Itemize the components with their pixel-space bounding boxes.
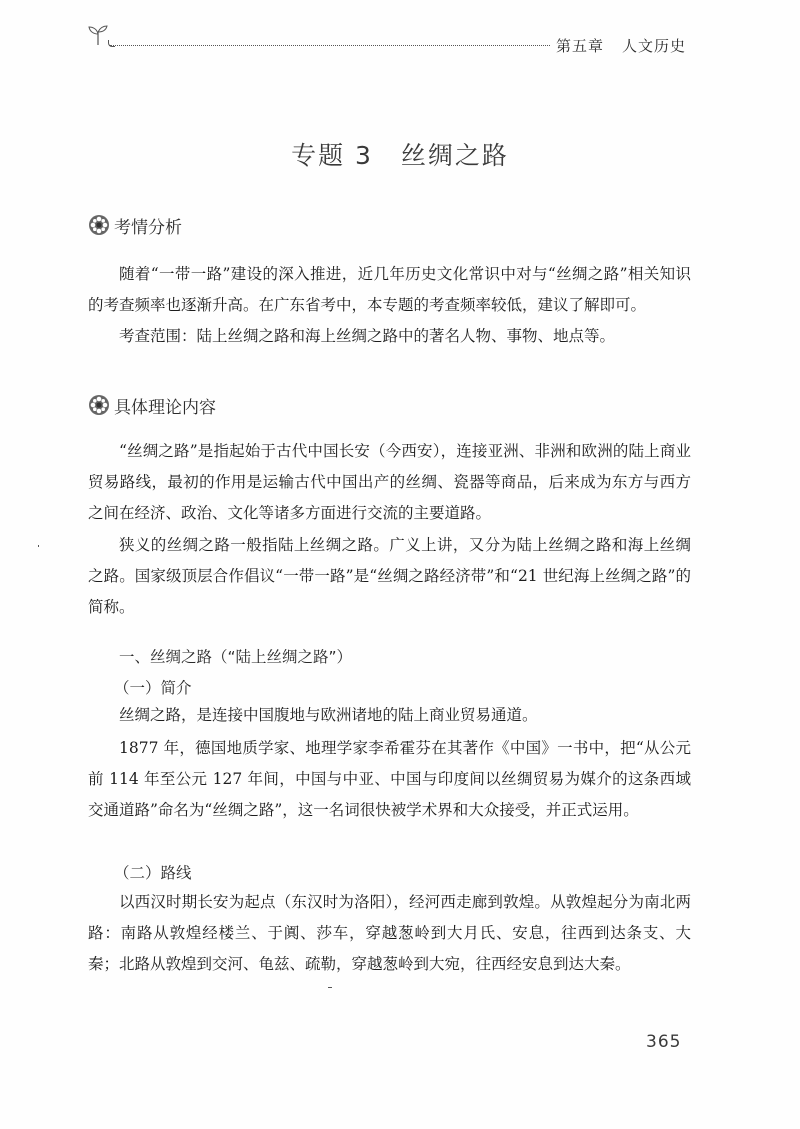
theory-paragraph-2: 狭义的丝绸之路一般指陆上丝绸之路。广义上讲，又分为陆上丝绸之路和海上丝绸之路。国家级顶层合作倡议“一带一路”是“丝绸之路经济带”和“21 世纪海上丝绸之路”的简称。 xyxy=(88,536,691,616)
intro-paragraph-2: 1877 年，德国地质学家、地理学家李希霍芬在其著作《中国》一书中，把“从公元前 114 年至公元 127 年间，中国与中亚、中国与印度间以丝绸贸易为媒介的这条西域交通道路”命名为“丝绸之路”，这一名词很快被学术界和大众接受，并正式运用。 xyxy=(88,739,691,819)
sprout-icon xyxy=(88,24,108,46)
header-rule xyxy=(110,45,550,46)
section-heading-analysis xyxy=(88,213,182,237)
section-heading-theory xyxy=(88,393,216,417)
section-heading-text: 考情分析 xyxy=(114,217,182,238)
topic-label: 专题 3 xyxy=(291,141,373,170)
page-title xyxy=(0,136,800,172)
route-paragraph-1: 以西汉时期长安为起点（东汉时为洛阳），经河西走廊到敦煌。从敦煌起分为南北两路：南路从敦煌经楼兰、于阗、莎车，穿越葱岭到大月氏、安息，往西到达条支、大秦；北路从敦煌到交河、龟兹、疏勒，穿越葱岭到大宛，往西经安息到达大秦。 xyxy=(88,893,691,973)
chapter-label: 第五章 xyxy=(556,37,605,55)
theory-paragraph-1: “丝绸之路”是指起始于古代中国长安（今西安），连接亚洲、非洲和欧洲的陆上商业贸易路线，最初的作用是运输古代中国出产的丝绸、瓷器等商品，后来成为东方与西方之间在经济、政治、文化等诸多方面进行交流的主要道路。 xyxy=(88,442,691,522)
page-number: 365 xyxy=(646,1032,682,1052)
flower-bullet-icon xyxy=(88,214,110,236)
part-heading-land-silk-road: 一、丝绸之路（“陆上丝绸之路”） xyxy=(119,648,353,666)
section-heading-text: 具体理论内容 xyxy=(114,397,216,418)
analysis-paragraph-2: 考查范围：陆上丝绸之路和海上丝绸之路中的著名人物、事物、地点等。 xyxy=(119,327,616,345)
subheading-intro: （一）简介 xyxy=(114,679,192,697)
chapter-title: 人文历史 xyxy=(622,37,687,55)
subheading-route: （二）路线 xyxy=(114,864,192,882)
running-header xyxy=(556,35,686,56)
analysis-paragraph-1: 随着“一带一路”建设的深入推进，近几年历史文化常识中对与“丝绸之路”相关知识的考查频率也逐渐升高。在广东省考中，本专题的考查频率较低，建议了解即可。 xyxy=(88,265,691,314)
intro-paragraph-1: 丝绸之路，是连接中国腹地与欧洲诸地的陆上商业贸易通道。 xyxy=(119,706,538,724)
topic-name: 丝绸之路 xyxy=(400,141,509,170)
scan-speck xyxy=(38,545,39,547)
flower-bullet-icon xyxy=(88,394,110,416)
scan-speck xyxy=(328,987,332,988)
